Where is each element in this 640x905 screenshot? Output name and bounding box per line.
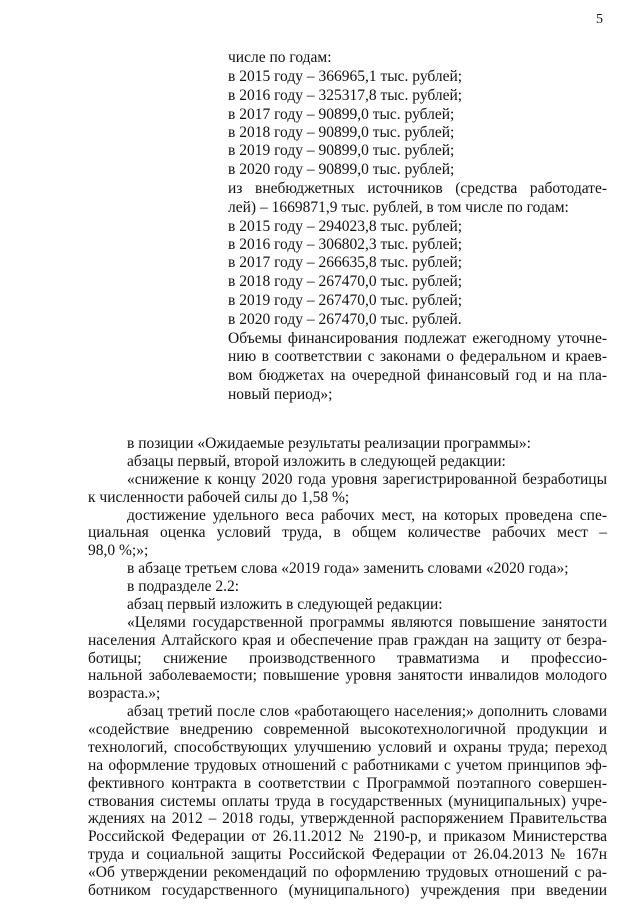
body-line: достижение удельного веса рабочих мест, на которых проведена спе- <box>127 506 607 524</box>
body-line: абзац первый изложить в следующей редакции: <box>127 595 443 613</box>
body-line: ждениях на 2012 – 2018 годы, утвержденной распоряжением Правительства <box>88 810 607 828</box>
financing-line: в 2020 году – 90899,0 тыс. рублей; <box>228 161 455 178</box>
body-line: нальной заболеваемости; повышение уровня занятости инвалидов молодого <box>88 667 607 685</box>
financing-line: вом бюджетах на очередной финансовый год и на пла- <box>228 367 607 384</box>
body-line: на оформление трудовых отношений с работниками с учетом принципов эф- <box>88 756 607 774</box>
body-line: абзацы первый, второй изложить в следующей редакции: <box>127 452 506 470</box>
financing-line: новый период»; <box>228 386 333 403</box>
body-line: «Об утверждении рекомендаций по оформлению трудовых отношений с ра- <box>88 864 607 882</box>
body-line: ствования системы оплаты труда в государственных (муниципальных) учре- <box>88 792 607 810</box>
body-line: в подразделе 2.2: <box>127 578 240 596</box>
financing-line: лей) – 1669871,9 тыс. рублей, в том числе по годам: <box>228 199 569 216</box>
body-line: населения Алтайского края и обеспечение прав граждан на защиту от безра- <box>88 631 607 649</box>
body-line: труда и социальной защиты Российской Федерации от 26.04.2013 № 167н <box>88 846 607 864</box>
body-line: ботицы; снижение производственного травматизма и профессио- <box>88 649 607 667</box>
financing-line: в 2015 году – 366965,1 тыс. рублей; <box>228 68 463 85</box>
financing-line: в 2018 году – 267470,0 тыс. рублей; <box>228 273 463 290</box>
financing-line: в 2016 году – 325317,8 тыс. рублей; <box>228 87 463 104</box>
body-line: возраста.»; <box>88 685 161 703</box>
body-line: абзац третий после слов «работающего населения;» дополнить словами <box>127 703 607 721</box>
body-line: фективного контракта в соответствии с Программой поэтапного совершен- <box>88 774 607 792</box>
financing-line: в 2019 году – 90899,0 тыс. рублей; <box>228 142 455 159</box>
financing-line: нию в соответствии с законами о федеральном и краев- <box>228 348 607 365</box>
body-line: в позиции «Ожидаемые результаты реализации программы»: <box>127 435 531 452</box>
body-line: «Целями государственной программы являются повышение занятости <box>127 613 607 631</box>
body-line: 98,0 %;»; <box>88 542 149 560</box>
financing-line: в 2017 году – 90899,0 тыс. рублей; <box>228 106 455 123</box>
financing-line: из внебюджетных источников (средства работодате- <box>228 180 607 197</box>
financing-line: в 2017 году – 266635,8 тыс. рублей; <box>228 254 463 271</box>
financing-line: в 2018 году – 90899,0 тыс. рублей; <box>228 124 455 141</box>
page-number: 5 <box>596 12 603 27</box>
financing-line: в 2016 году – 306802,3 тыс. рублей; <box>228 236 463 253</box>
body-line: «содействие внедрению современной высокотехнологичной продукции и <box>88 721 607 739</box>
body-line: в абзаце третьем слова «2019 года» заменить словами «2020 года»; <box>127 560 569 578</box>
financing-line: в 2015 году – 294023,8 тыс. рублей; <box>228 218 463 235</box>
body-line: Российской Федерации от 26.11.2012 № 2190-р, и приказом Министерства <box>88 828 607 846</box>
financing-line: в 2019 году – 267470,0 тыс. рублей; <box>228 292 463 309</box>
body-line: «снижение к концу 2020 года уровня зарегистрированной безработицы <box>127 470 607 488</box>
body-line: к численности рабочей силы до 1,58 %; <box>88 488 350 506</box>
body-line: технологий, способствующих улучшению условий и охраны труда; переход <box>88 738 607 756</box>
body-line: ботником государственного (муниципального) учреждения при введении <box>88 882 607 899</box>
financing-line: в 2020 году – 267470,0 тыс. рублей. <box>228 311 462 328</box>
financing-line: числе по годам: <box>228 49 332 66</box>
financing-line: Объемы финансирования подлежат ежегодному уточне- <box>228 330 607 347</box>
body-line: циальная оценка условий труда, в общем количестве рабочих мест – <box>88 524 607 542</box>
